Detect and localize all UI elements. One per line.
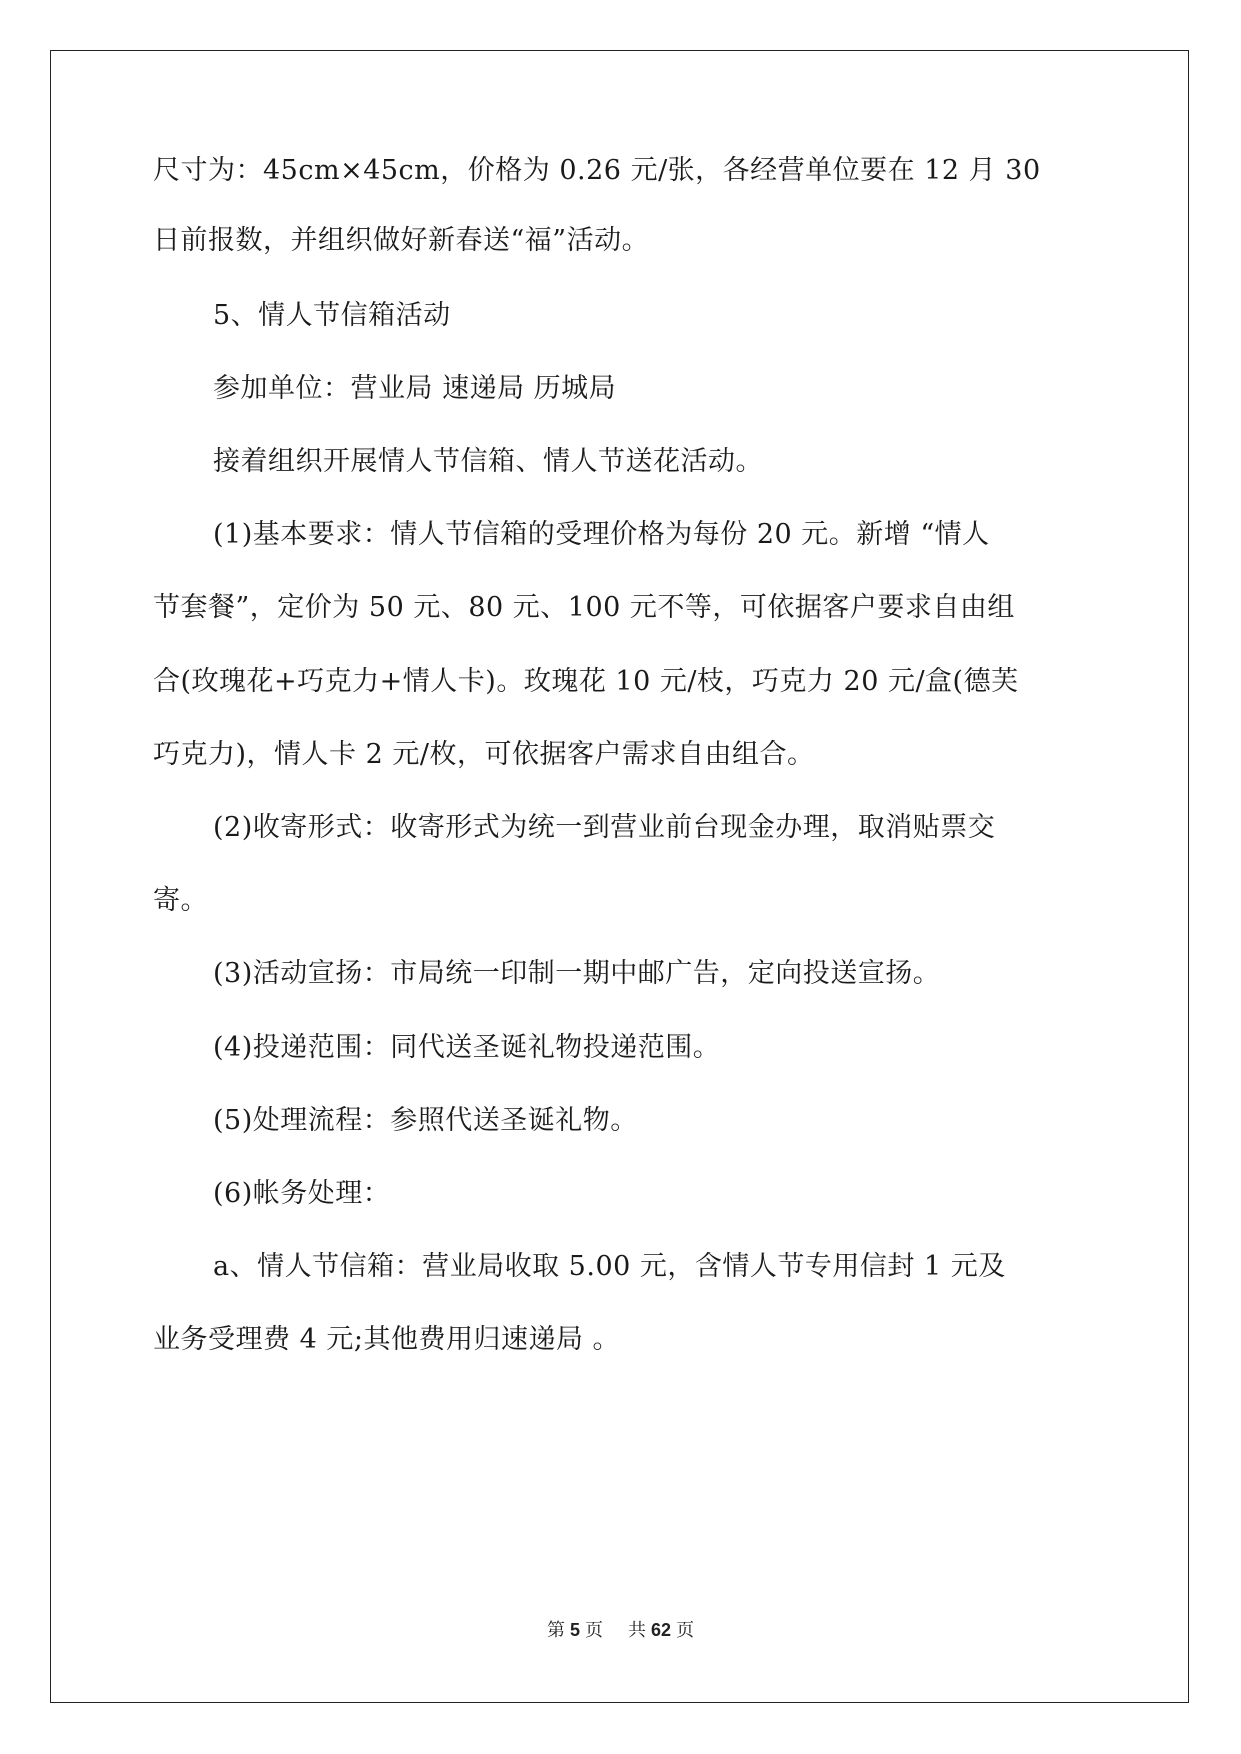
body-text-line: 业务受理费 4 元;其他费用归速递局 。 bbox=[153, 1324, 621, 1355]
body-text-line: (4)投递范围：同代送圣诞礼物投递范围。 bbox=[213, 1032, 721, 1063]
body-text-line: 尺寸为：45cm×45cm，价格为 0.26 元/张，各经营单位要在 12 月 30 bbox=[153, 155, 1041, 186]
page-number: 5 bbox=[569, 1620, 580, 1640]
page-prefix: 第 bbox=[546, 1620, 565, 1640]
page-footer bbox=[0, 1618, 1241, 1642]
page-suffix: 页 bbox=[584, 1620, 603, 1640]
body-text-line: 寄。 bbox=[153, 885, 208, 916]
section-heading: 5、情人节信箱活动 bbox=[213, 300, 451, 331]
body-text-line: (3)活动宣扬：市局统一印制一期中邮广告，定向投送宣扬。 bbox=[213, 958, 941, 989]
body-text-line: (1)基本要求：情人节信箱的受理价格为每份 20 元。新增 “情人 bbox=[213, 519, 990, 550]
body-text-line: 合(玫瑰花+巧克力+情人卡)。玫瑰花 10 元/枝，巧克力 20 元/盒(德芙 bbox=[153, 666, 1019, 697]
body-text-line: (2)收寄形式：收寄形式为统一到营业前台现金办理，取消贴票交 bbox=[213, 812, 996, 843]
body-text-line: 日前报数，并组织做好新春送“福”活动。 bbox=[153, 225, 650, 256]
body-text-line: a、情人节信箱：营业局收取 5.00 元，含情人节专用信封 1 元及 bbox=[213, 1251, 1006, 1282]
body-text-line: (6)帐务处理： bbox=[213, 1178, 391, 1209]
body-text-line: 巧克力)，情人卡 2 元/枚，可依据客户需求自由组合。 bbox=[153, 739, 815, 770]
body-text-line: 接着组织开展情人节信箱、情人节送花活动。 bbox=[213, 446, 763, 477]
body-text-line: (5)处理流程：参照代送圣诞礼物。 bbox=[213, 1105, 638, 1136]
total-suffix: 页 bbox=[676, 1620, 695, 1640]
total-pages: 62 bbox=[651, 1620, 672, 1640]
body-text-line: 节套餐”，定价为 50 元、80 元、100 元不等，可依据客户要求自由组 bbox=[153, 592, 1015, 623]
body-text-line: 参加单位：营业局 速递局 历城局 bbox=[213, 373, 617, 404]
total-prefix: 共 bbox=[628, 1620, 646, 1640]
